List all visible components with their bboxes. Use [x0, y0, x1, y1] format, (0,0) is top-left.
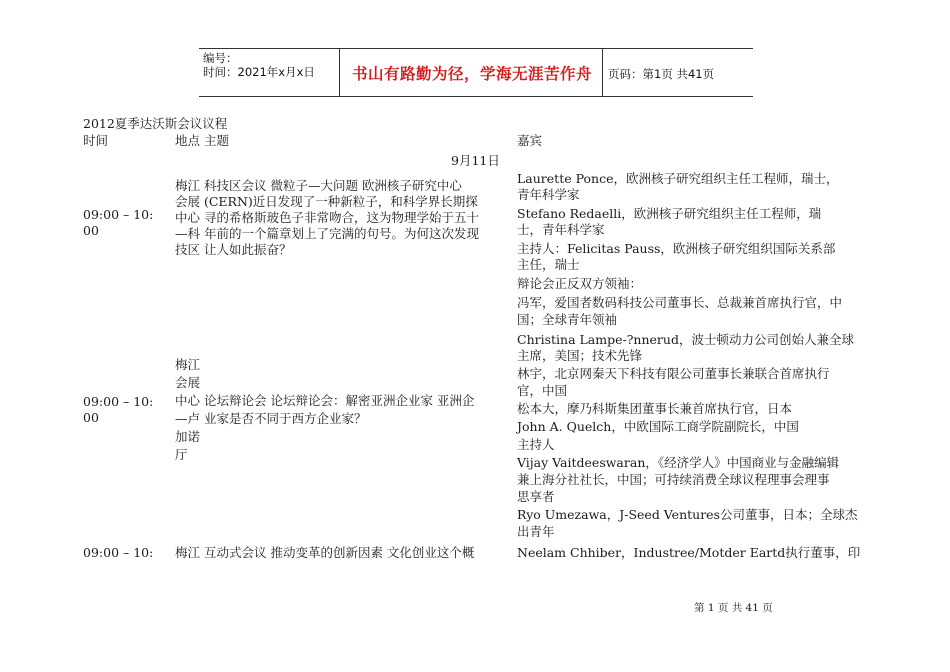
- header-number-label: 编号：: [203, 51, 238, 65]
- speaker-line: 冯军，爱国者数码科技公司董事长、总裁兼首席执行官，中: [517, 295, 843, 310]
- session-topic-line: 加诺: [175, 429, 201, 444]
- session-topic-line: —卢 业家是否不同于西方企业家？: [175, 411, 367, 426]
- session-topic-line: 梅江 互动式会议 推动变革的创新因素 文化创业这个概: [175, 545, 475, 560]
- speaker-line: 主持人: [517, 437, 555, 452]
- speaker-line: 林宇，北京网秦天下科技有限公司董事长兼联合首席执行: [517, 366, 830, 381]
- session-time: 09:00 – 10:: [83, 207, 154, 222]
- speaker-line: 兼上海分社社长，中国；可持续消费全球议程理事会理事: [517, 472, 830, 487]
- speaker-line: 出青年: [517, 524, 555, 539]
- session-time: 09:00 – 10:: [83, 545, 154, 560]
- session-topic-line: 技区 让人如此振奋？: [175, 242, 292, 257]
- speaker-line: Neelam Chhiber，Industree/Motder Eartd执行董事，印: [517, 545, 861, 560]
- speaker-line: 辩论会正反双方领袖：: [517, 276, 643, 291]
- speaker-line: 主席，美国；技术先锋: [517, 348, 643, 363]
- speaker-line: 思享者: [517, 489, 555, 504]
- speaker-line: Laurette Ponce，欧洲核子研究组织主任工程师，瑞士，: [517, 171, 839, 186]
- page-footer: 第 1 页 共 41 页: [694, 602, 773, 614]
- speaker-line: Christina Lampe-?nnerud，波士顿动力公司创始人兼全球: [517, 332, 854, 347]
- speaker-line: Vijay Vaitdeeswaran，《经济学人》中国商业与金融编辑: [517, 455, 840, 470]
- header-motto: 书山有路勤为径，学海无涯苦作舟: [352, 65, 593, 83]
- speaker-line: Ryo Umezawa，J-Seed Ventures公司董事，日本；全球杰: [517, 507, 858, 522]
- header-date-label: 时间：2021年x月x日: [203, 65, 315, 79]
- header-divider-right: [602, 48, 603, 96]
- session-topic-line: 会展: [175, 375, 201, 390]
- speaker-line: 士，青年科学家: [517, 222, 605, 237]
- session-topic-line: 厅: [175, 447, 188, 462]
- session-topic-line: 梅江: [175, 357, 201, 372]
- session-time-end: 00: [83, 223, 99, 238]
- column-header-location-topic: 地点 主题: [175, 133, 229, 148]
- header-divider-left: [339, 48, 340, 96]
- speaker-line: 主任，瑞士: [517, 257, 580, 272]
- session-topic-line: 中心 寻的希格斯玻色子非常吻合，这为物理学始于五十: [175, 210, 479, 225]
- column-header-time: 时间: [83, 133, 109, 148]
- session-topic-line: 中心 论坛辩论会 论坛辩论会：解密亚洲企业家 亚洲企: [175, 393, 475, 408]
- speaker-line: John A. Quelch，中欧国际工商学院副院长，中国: [517, 419, 799, 434]
- session-topic-line: 梅江 科技区会议 微粒子—大问题 欧洲核子研究中心: [175, 178, 462, 193]
- speaker-line: 主持人：Felicitas Pauss，欧洲核子研究组织国际关系部: [517, 241, 836, 256]
- speaker-line: 官，中国: [517, 383, 568, 398]
- session-time: 09:00 – 10:: [83, 394, 154, 409]
- doc-title: 2012夏季达沃斯会议议程: [83, 116, 228, 131]
- date-row: 9月11日: [451, 153, 500, 168]
- speaker-line: 国；全球青年领袖: [517, 312, 618, 327]
- header-top-rule: [199, 48, 753, 49]
- speaker-line: 青年科学家: [517, 187, 580, 202]
- column-header-guests: 嘉宾: [517, 133, 543, 148]
- header-bottom-rule: [199, 96, 753, 97]
- session-topic-line: —科 年前的一个篇章划上了完满的句号。为何这次发现: [175, 226, 479, 241]
- speaker-line: Stefano Redaelli，欧洲核子研究组织主任工程师，瑞: [517, 206, 822, 221]
- session-time-end: 00: [83, 410, 99, 425]
- header-page-label: 页码：第1页 共41页: [608, 67, 715, 81]
- session-topic-line: 会展 (CERN)近日发现了一种新粒子，和科学界长期探: [175, 194, 478, 209]
- speaker-line: 松本大，摩乃科斯集团董事长兼首席执行官，日本: [517, 401, 793, 416]
